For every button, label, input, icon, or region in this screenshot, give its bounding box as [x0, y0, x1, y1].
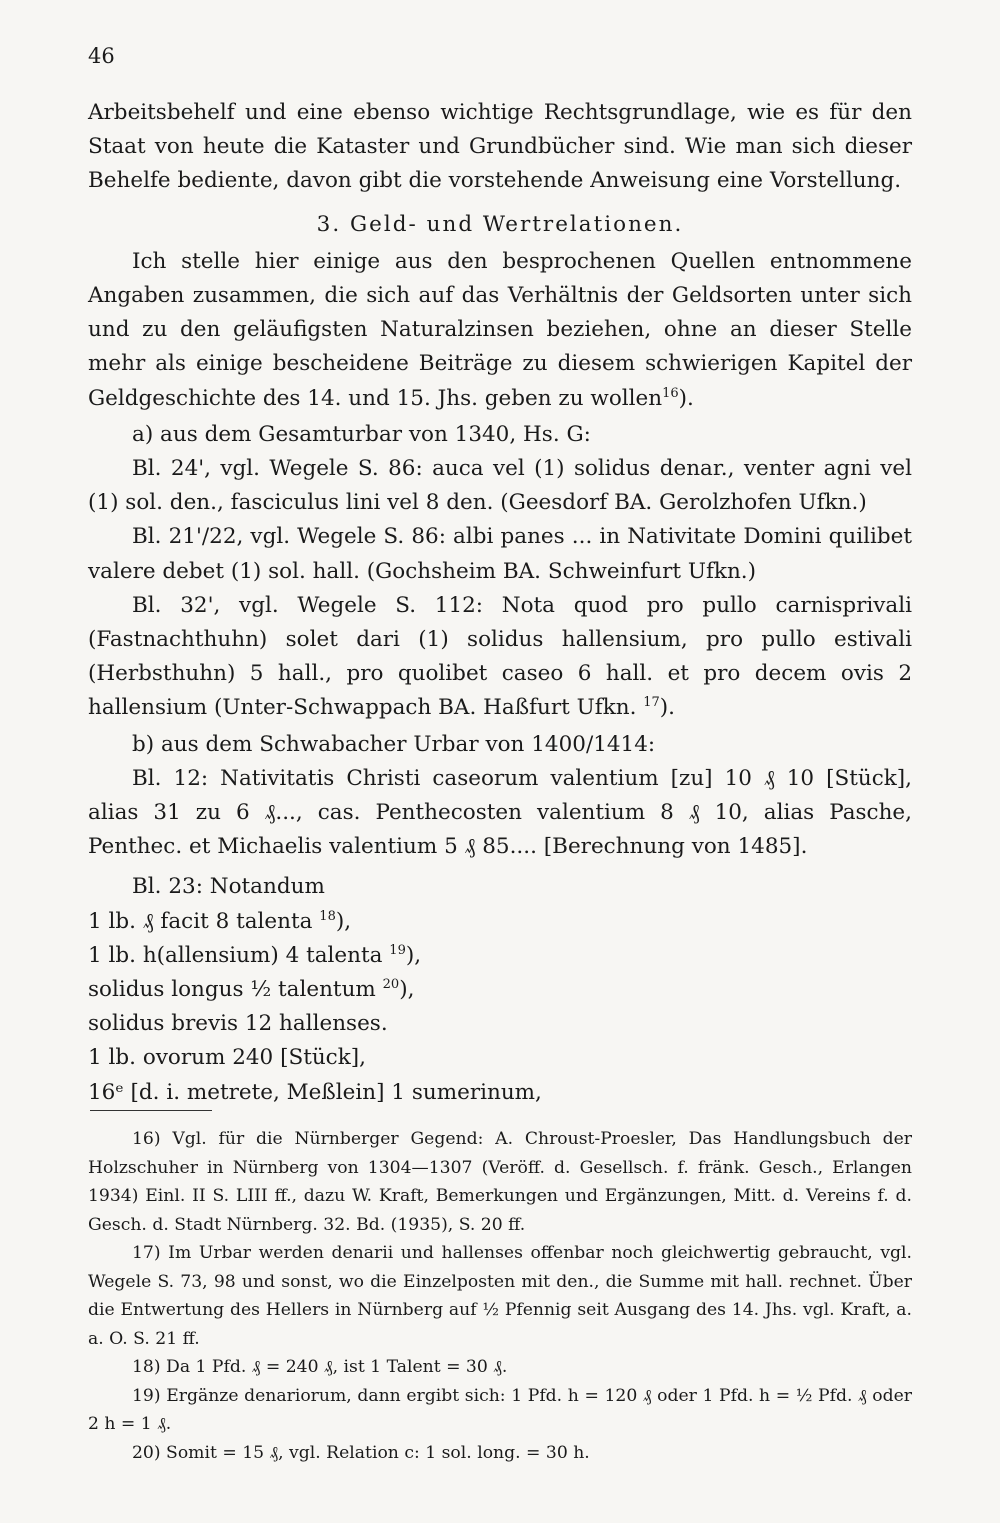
paragraph-intro: Arbeitsbehelf und eine ebenso wichtige Rechtsgrundlage, wie es für den Staat von heute die Kataster und Grundbücher sind. Wie man sich dieser Behelfe bediente, davon gibt die vorstehende Anweisung eine Vorstellung. [88, 100, 912, 194]
entry-a1: Bl. 24', vgl. Wegele S. 86: auca vel (1) solidus denar., venter agni vel (1) sol. den., fasciculus lini vel 8 den. (Geesdorf BA. Gerolzhofen Ufkn.) [88, 456, 912, 516]
list-line [88, 1007, 912, 1041]
entry-b2: Bl. 23: Notandum [132, 874, 325, 900]
section-heading: 3. Geld- und Wertrelationen. [316, 211, 684, 237]
paragraph-text: Ich stelle hier einige aus den besprochenen Quellen entnommene Angaben zusammen, die sich auf das Verhältnis der Geldsorten unter sich und zu den geläufigsten Naturalzinsen beziehen, ohne an dieser Stelle mehr als einige bescheidene Beiträge zu diesem schwierigen Kapitel der Geldgeschichte des 14. und 15. Jhs. geben zu wollen [88, 248, 912, 411]
list-line-text: 1 lb. ovorum 240 [Stück], [88, 1045, 366, 1071]
page-number: 46 [88, 44, 115, 68]
footnotes [88, 1125, 912, 1467]
footnote-ref[interactable]: 17 [643, 695, 660, 711]
footnote-18: 18) Da 1 Pfd. ₰ = 240 ₰, ist 1 Talent = 30 ₰. [132, 1357, 508, 1377]
list-line-punct: ), [399, 977, 415, 1003]
subsection-b-heading: b) aus dem Schwabacher Urbar von 1400/1414: [132, 731, 656, 757]
footnote-16: 16) Vgl. für die Nürnberger Gegend: A. Chroust-Proesler, Das Handlungsbuch der Holzschuher in Nürnberg von 1304—1307 (Veröff. d. Gesellsch. f. fränk. Gesch., Erlangen 1934) Einl. II S. LIII ff., dazu W. Kraft, Bemerkungen und Ergänzungen, Mitt. d. Vereins f. d. Gesch. d. Stadt Nürnberg. 32. Bd. (1935), S. 20 ff. [88, 1129, 912, 1235]
paragraph-relations: Ich stelle hier einige aus den besprochenen Quellen entnommene Angaben zusammen, die sich auf das Verhältnis der Geldsorten unter sich und zu den geläufigsten Naturalzinsen beziehen, ohne an dieser Stelle mehr als einige bescheidene Beiträge zu diesem schwierigen Kapitel der Geldgeschichte des 14. und 15. Jhs. geben zu wollen$^{16}$). [88, 248, 912, 411]
entry-a3: Bl. 32', vgl. Wegele S. 112: Nota quod pro pullo carnisprivali (Fastnachthuhn) solet dari (1) solidus hallensium, pro pullo estivali (Herbsthuhn) 5 hall., pro quolibet caseo 6 hall. et pro decem ovis 2 hallensium (Unter-Schwappach BA. Haßfurt Ufkn. $^{17}$). [88, 592, 912, 721]
subsection-a-heading: a) aus dem Gesamturbar von 1340, Hs. G: [132, 421, 591, 447]
list-line [88, 939, 912, 973]
entry-text: Bl. 32', vgl. Wegele S. 112: Nota quod pro pullo carnisprivali (Fastnachthuhn) solet dari (1) solidus hallensium, pro pullo estivali (Herbsthuhn) 5 hall., pro quolibet caseo 6 hall. et pro decem ovis 2 hallensium (Unter-Schwappach BA. Haßfurt Ufkn. [88, 592, 912, 721]
list-line-text: solidus longus ½ talentum [88, 977, 376, 1003]
list-line-text: 1 lb. ₰ facit 8 talenta [88, 908, 313, 934]
list-line [88, 1076, 912, 1110]
entry-a2: Bl. 21'/22, vgl. Wegele S. 86: albi panes ... in Nativitate Domini quilibet valere debet (1) sol. hall. (Gochsheim BA. Schweinfurt Ufkn.) [88, 524, 912, 584]
list-line-punct: ), [405, 942, 422, 968]
list-line-punct: ), [335, 908, 352, 934]
list-line [88, 905, 912, 939]
footnote-ref[interactable]: 18 [319, 908, 336, 924]
footnote-divider [90, 1110, 212, 1111]
list-line-text: 16ᵉ [d. i. metrete, Meßlein] 1 sumerinum, [88, 1079, 542, 1105]
footnote-ref[interactable]: 20 [382, 976, 400, 992]
footnote-19: 19) Ergänze denariorum, dann ergibt sich: 1 Pfd. h = 120 ₰ oder 1 Pfd. h = ½ Pfd. ₰ oder 2 h = 1 ₰. [88, 1385, 912, 1434]
footnote-ref[interactable]: 19 [389, 942, 406, 958]
notandum-list [88, 905, 912, 1110]
footnote-17: 17) Im Urbar werden denarii und hallenses offenbar noch gleichwertig gebraucht, vgl. Wegele S. 73, 98 und sonst, wo die Einzelposten mit den., die Summe mit hall. rechnet. Über die Entwertung des Hellers in Nürnberg auf ½ Pfennig seit Ausgang des 14. Jhs. vgl. Kraft, a. a. O. S. 21 ff. [88, 1243, 912, 1349]
list-line [88, 973, 912, 1007]
list-line [88, 1041, 912, 1075]
entry-b1: Bl. 12: Nativitatis Christi caseorum valentium [zu] 10 ₰ 10 [Stück], alias 31 zu 6 ₰..., cas. Penthecosten valentium 8 ₰ 10, alias Pasche, Penthec. et Michaelis valentium 5 ₰ 85.... [Berechnung von 1485]. [88, 765, 912, 860]
list-line-text: 1 lb. h(allensium) 4 talenta [88, 942, 383, 968]
footnote-ref[interactable]: 16 [662, 385, 679, 401]
list-line-text: solidus brevis 12 hallenses. [88, 1011, 388, 1037]
footnote-20: 20) Somit = 15 ₰, vgl. Relation c: 1 sol. long. = 30 h. [132, 1442, 590, 1463]
main-text [88, 96, 912, 1110]
